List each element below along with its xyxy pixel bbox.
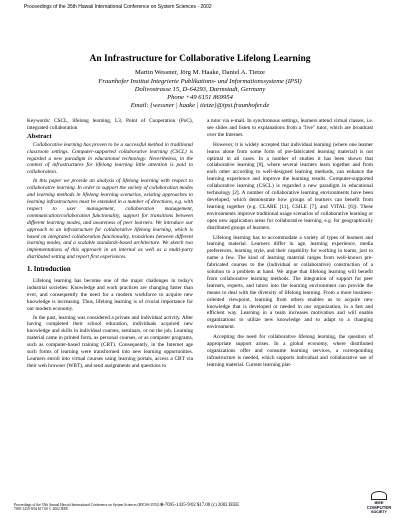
left-column [27,118,193,372]
footer-citation: Proceedings of the 35th Annual Hawaii International Conference on System Sciences (HICSS-35'02) 0-7695-1435-9/02 $17.00 © 2002 IEEE [14,503,164,512]
right-paragraph-4: Accepting the need for collaborative lifelong learning, the question of appropriate support arises. In a global economy, where distributed organizations offer and consume learning services, a corresponding infrastructure is needed, which supports individual and collaborative use of learning material. Current learning plat- [207,334,373,368]
proceedings-header: Proceedings of the 35th Hawaii International Conference on System Sciences - 2002 [24,4,212,10]
abstract [27,134,193,261]
authors: Martin Wessner, Jörg M. Haake, Daniel A. Tietze [135,69,265,76]
proceedings-header-bar [0,0,400,14]
phone: Phone +49 6151 869954 [167,94,233,101]
ieee-computer-society-logo [366,491,392,514]
logo-mark-icon [371,491,387,500]
intro-paragraph-2: In the past, learning was considered a private and individual activity. After having completed their school education, individuals acquired new knowledge and skills in individual courses, seminars, or on the job. Learning material came in printed form, as personal courses, or as computer programs, such as computer-based training (CBT). Consequently, in the Internet age such forms of learning were transformed into new learning opportunities. Learners enroll into virtual courses using learning portals, access a CBT via their web browser (WBT), and send assignments and questions to [27,314,193,369]
logo-text-mid: COMPUTER [366,505,392,510]
logo-text-bottom: SOCIETY [371,510,387,514]
right-paragraph-2: However, it is widely accepted that individual learning (where one learner learns alone from some form of pre-fabricated learning material) is not optimal in all cases. In a number of studies it has been shown that collaborative learning [8], where several learners learn together and from each other according to well-designed learning methods, can enhance the learning experience and improve the learning results. Computer-supported collaborative learning (CSCL) is regarded a new paradigm in educational technology [2]. A number of collaborative learning environments have been developed, which demonstrate how groups of learners can benefit from learning together (e.g. CLARE [11], CSILE [7], and VITAL [6]). These environments improve traditional usage scenarios of collaborative learning or open new application areas for collaborative learning, e.g. for geographically distributed groups of learners. [207,141,373,231]
address: Dolivostrasse 15, D-64293, Darmstadt, Germany [134,86,266,93]
logo-text-top: IEEE [374,500,384,505]
section-heading-introduction: 1. Introduction [27,266,71,274]
affiliation: Fraunhofer Institut Integrierte Publikations- und Informationssysteme (IPSI) [98,78,302,85]
abstract-paragraph-2: In this paper we provide an analysis of lifelong learning with respect to collaborative learning. In order to support the variety of collaboration modes and learning methods in lifelong learning scenarios, existing approaches to learning infrastructures must be extended in a number of directions, e.g. with respect to user management, collaboration management, communication/collaboration functionality, support for transitions between different learning modes, and awareness of peer learners. We introduce our approach to an infrastructure for collaborative lifelong learning, which is based on integrated collaboration functionality, transitions between different learning modes, and a scalable standards-based architecture. We sketch two implementations of this approach in an internal as well as a multi-party distributed setting and report first experiences. [27,178,193,261]
right-paragraph-3: Lifelong learning has to accommodate a variety of types of learners and learning material. Learners differ in age, learning experience, media preferences, learning style, and their capability for working in teams, just to name a few. The kind of learning material ranges from well-known pre-fabricated courses to the (individual or collaborative) construction of a solution to a problem at hand. We argue that lifelong learning will benefit from collaborative learning methods. The integration of support for peer learners, experts, and tutors into the learning environment can provide the means to deal with the diversity of lifelong learning. From a more business-oriented viewpoint, learning from others enables us to acquire new knowledge that is developed or needed in our organization, in a fast and efficient way. Learning in a team increases motivation and will enable organizations to utilize new knowledge and to adapt to a changing environment. [207,234,373,331]
footer-isbn: 0-7695-1435-9/02 $17.00 (c) 2002 IEEE [160,503,240,508]
right-paragraph-1: a tutor via e-mail. In synchronous settings, learners attend virtual classes, i.e. see slides and listen to explanations from a "live" tutor, which are broadcast over the Internet. [207,118,373,138]
email: Email: {wessner | haake | tietze}@ipsi.fraunhofer.de [130,102,270,109]
abstract-paragraph-1: Collaborative learning has proven to be a successful method in traditional classroom settings. Computer-supported collaborative learning (CSCL) is regarded a new paradigm in educational technology. Nevertheless, in the context of infrastructures for lifelong learning little attention is paid to collaboration. [27,141,193,176]
intro-paragraph-1: Lifelong learning has become one of the major challenges in today's industrial societies: Knowledge and work practices are changing faster than ever, and consequently the need for a modern workforce to acquire new knowledge is increasing. Thus, lifelong learning is of crucial importance for our modern economy. [27,278,193,312]
abstract-heading: Abstract [27,132,52,140]
right-column [207,118,373,372]
keywords: Keywords: CSCL, lifelong learning, L3, Point of Cooperation (PoC), integrated collaboration [27,118,193,131]
paper-title: An Infrastructure for Collaborative Lifelong Learning [89,54,311,64]
